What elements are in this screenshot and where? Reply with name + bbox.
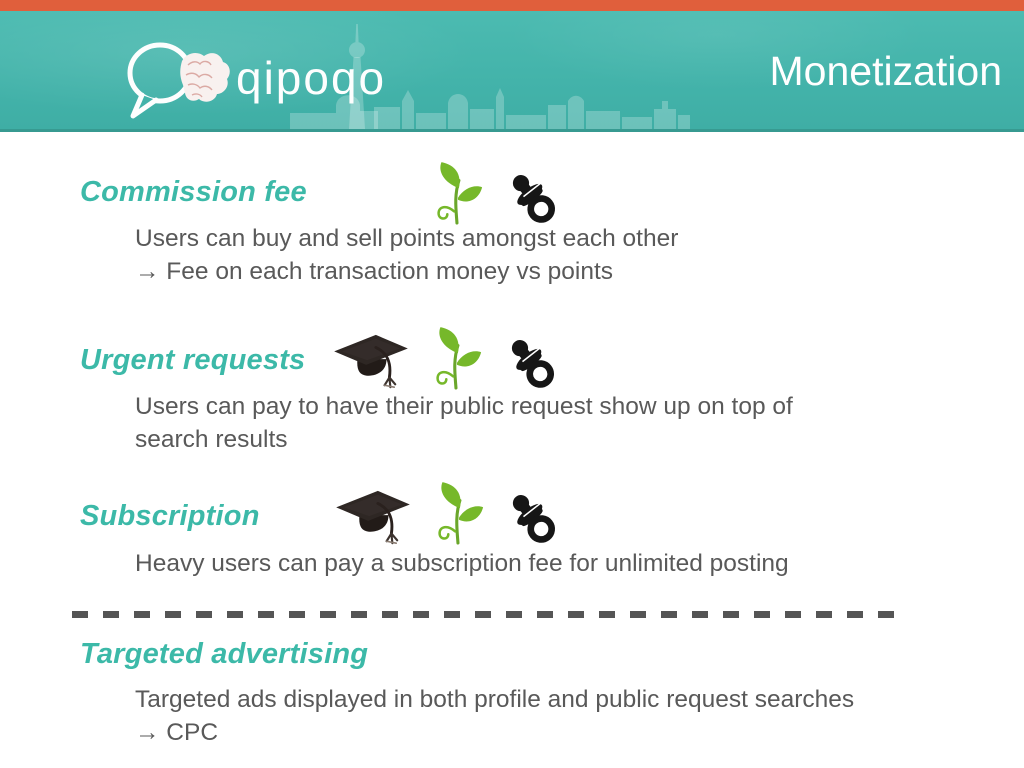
logo-text: qipoqo — [236, 52, 387, 104]
dashed-divider — [72, 611, 898, 618]
body-line: Users can pay to have their public request show up on top of — [135, 393, 793, 420]
sprout-icon — [428, 481, 486, 545]
body-line: → Fee on each transaction money vs points — [135, 258, 614, 285]
heading-commission-fee: Commission fee — [80, 176, 307, 208]
heading-targeted-advertising: Targeted advertising — [80, 638, 369, 670]
pacifier-icon — [502, 334, 562, 393]
slide-title: Monetization — [769, 48, 1002, 94]
pacifier-icon — [503, 169, 563, 228]
sprout-icon — [427, 161, 485, 225]
graduation-cap-icon — [330, 331, 412, 393]
slide-header — [0, 11, 1024, 132]
speech-bubble-brain-icon — [122, 39, 230, 125]
top-accent-bar — [0, 0, 1024, 11]
pacifier-icon — [503, 489, 563, 548]
sprout-icon — [426, 326, 484, 390]
body-line: Users can buy and sell points amongst each other — [135, 225, 679, 252]
body-targeted-advertising — [135, 683, 854, 749]
body-urgent-requests — [135, 390, 793, 456]
qipoqo-logo — [122, 39, 386, 125]
heading-subscription: Subscription — [80, 500, 260, 532]
body-line: Heavy users can pay a subscription fee for unlimited posting — [135, 550, 789, 577]
graduation-cap-icon — [332, 487, 414, 549]
heading-urgent-requests: Urgent requests — [80, 344, 306, 376]
body-commission-fee — [135, 222, 678, 288]
body-subscription — [135, 547, 789, 580]
body-line: Targeted ads displayed in both profile and public request searches — [135, 686, 855, 713]
body-line: search results — [135, 426, 288, 453]
body-line: → CPC — [135, 719, 219, 746]
